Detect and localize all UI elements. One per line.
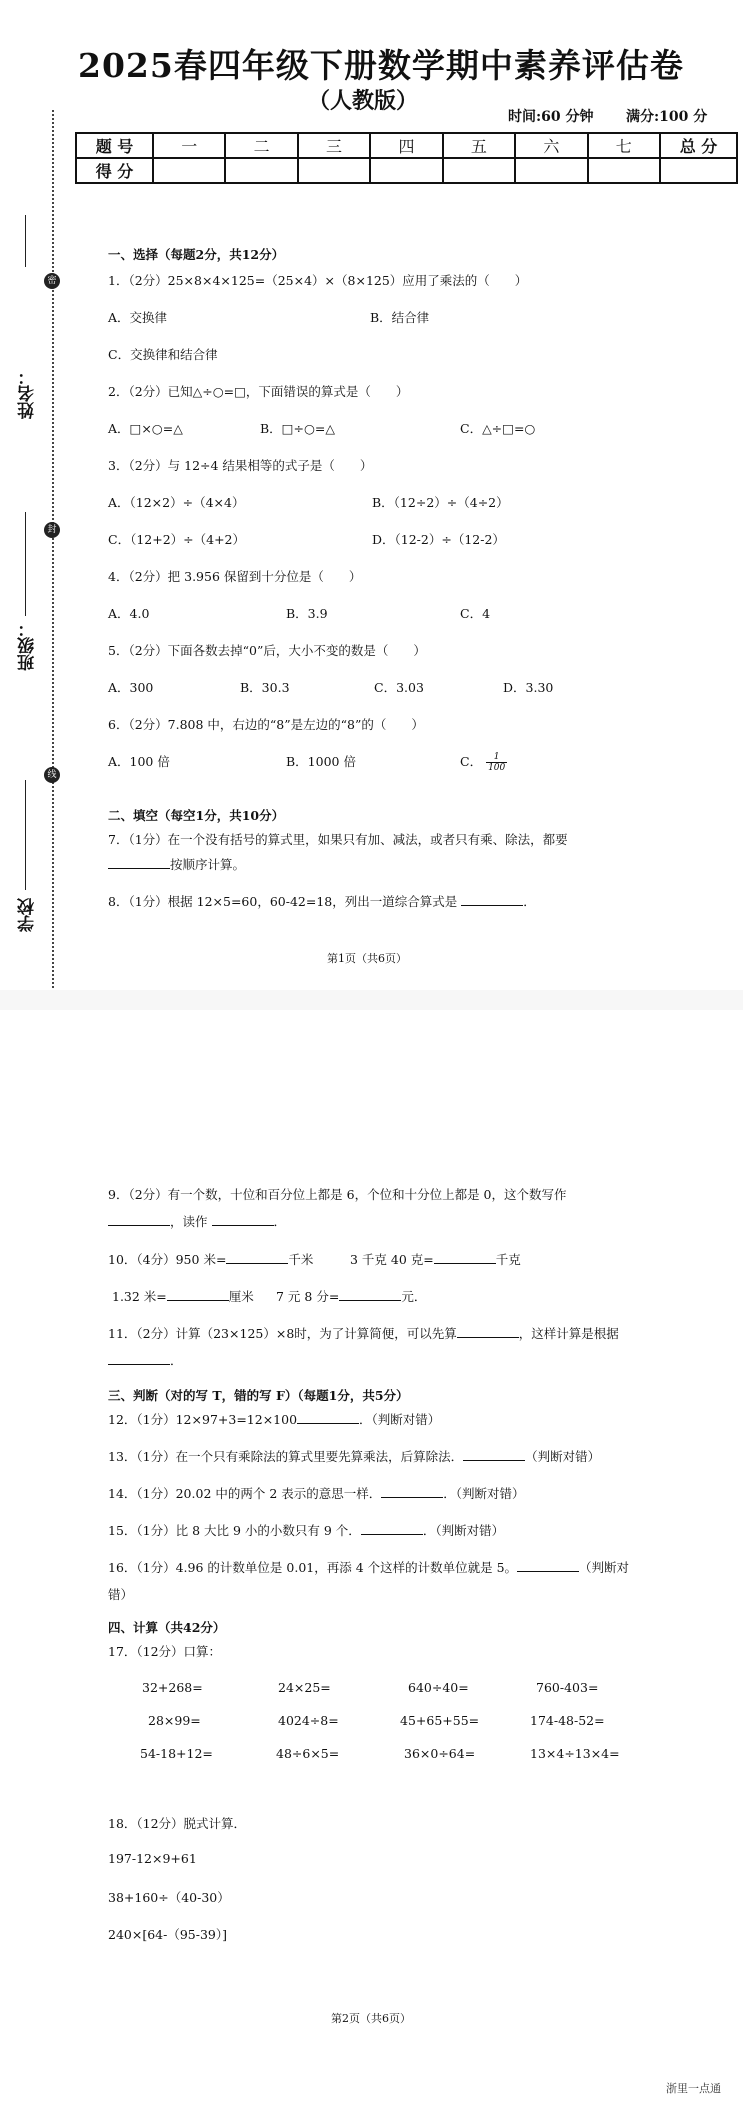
option-b[interactable]: B．结合律 xyxy=(370,310,430,325)
question-line xyxy=(108,1250,313,1268)
watermark-text: 浙里一点通 xyxy=(666,2082,721,2095)
question-line xyxy=(108,892,536,910)
section-heading: 二、填空（每空1分，共10分） xyxy=(108,808,285,823)
answer-blank[interactable] xyxy=(434,1251,496,1264)
question-text: 17．（12分）口算： xyxy=(108,1644,222,1659)
question-text: ． xyxy=(170,1353,183,1368)
section-heading: 三、判断（对的写 T，错的写 F）（每题1分，共5分） xyxy=(108,1388,409,1403)
question-text: 18．（12分）脱式计算． xyxy=(108,1816,247,1831)
question-text: 13．（1分）在一个只有乘除法的算式里要先算乘法，后算除法． xyxy=(108,1449,464,1464)
option-a[interactable]: A．100 倍 xyxy=(108,754,170,769)
calc-item[interactable]: 240×[64-（95-39）] xyxy=(108,1927,228,1942)
oral-item[interactable]: 640÷40= xyxy=(408,1680,469,1695)
option-b[interactable]: B．1000 倍 xyxy=(286,754,356,769)
option-d[interactable]: D．3.30 xyxy=(503,680,554,695)
answer-blank[interactable] xyxy=(297,1411,359,1424)
binding-dotted-line xyxy=(52,110,54,1000)
question-text: 14．（1分）20.02 中的两个 2 表示的意思一样． xyxy=(108,1486,382,1501)
option-a[interactable]: A．300 xyxy=(108,680,154,695)
question-line xyxy=(350,1250,521,1268)
score-table-header-row xyxy=(76,133,737,158)
exam-page-2 xyxy=(0,1010,743,2102)
question-text: ． xyxy=(523,894,536,909)
fraction xyxy=(486,752,507,773)
section-heading: 一、选择（每题2分，共12分） xyxy=(108,247,285,262)
table-cell: 七 xyxy=(588,133,660,158)
option-a[interactable]: A．4.0 xyxy=(108,606,150,621)
question-text: （判断对错） xyxy=(525,1449,601,1464)
question-text: ．（判断对错） xyxy=(443,1486,525,1501)
table-cell: 一 xyxy=(153,133,225,158)
answer-blank[interactable] xyxy=(212,1213,274,1226)
section-heading: 四、计算（共42分） xyxy=(108,1620,226,1635)
full-score: 满分:100 分 xyxy=(626,109,708,125)
answer-blank[interactable] xyxy=(381,1485,443,1498)
question-text: ，这样计算是根据 xyxy=(518,1326,619,1341)
table-cell: 五 xyxy=(443,133,515,158)
score-cell[interactable] xyxy=(153,158,225,183)
class-label: 班级： xyxy=(18,620,38,671)
option-b[interactable]: B．3.9 xyxy=(286,606,328,621)
question-line xyxy=(108,1447,600,1465)
question-text: ．（判断对错） xyxy=(359,1412,441,1427)
oral-item[interactable]: 36×0÷64= xyxy=(404,1746,476,1761)
seal-mark: 线 xyxy=(44,767,60,783)
option-b[interactable]: B．□÷○=△ xyxy=(260,421,335,436)
option-d[interactable]: D．（12-2）÷（12-2） xyxy=(372,532,505,547)
table-cell: 四 xyxy=(370,133,442,158)
question-line xyxy=(108,1410,440,1428)
answer-blank[interactable] xyxy=(463,1448,525,1461)
unit-text: 千克 xyxy=(495,1252,521,1267)
oral-item[interactable]: 760-403= xyxy=(536,1680,599,1695)
question-text: 15．（1分）比 8 大比 9 小的小数只有 9 个． xyxy=(108,1523,361,1538)
question-text: ．（判断对错） xyxy=(422,1523,505,1538)
oral-item[interactable]: 54-18+12= xyxy=(140,1746,213,1761)
answer-blank[interactable] xyxy=(108,1213,170,1226)
question-text: 11．（2分）计算（23×125）×8时，为了计算简便，可以先算 xyxy=(108,1326,457,1341)
option-b[interactable]: B．（12÷2）÷（4÷2） xyxy=(372,495,509,510)
answer-blank[interactable] xyxy=(461,893,523,906)
question-text: 3 千克 40 克= xyxy=(350,1252,434,1267)
score-cell[interactable] xyxy=(515,158,587,183)
oral-item[interactable]: 28×99= xyxy=(148,1713,201,1728)
name-underline xyxy=(25,215,26,267)
score-table xyxy=(75,132,738,184)
fraction-numerator: 1 xyxy=(486,752,507,763)
question-text: 按顺序计算。 xyxy=(170,857,246,872)
question-line xyxy=(108,1324,619,1342)
option-a[interactable]: A．交换律 xyxy=(108,310,168,325)
question-text: 4．（2分）把 3.956 保留到十分位是（ ） xyxy=(108,569,362,584)
question-line xyxy=(108,1484,525,1502)
question-text: ． xyxy=(273,1214,287,1229)
question-line xyxy=(108,1558,629,1576)
fraction-denominator: 100 xyxy=(488,763,506,773)
option-c[interactable]: C．4 xyxy=(460,606,491,621)
answer-blank[interactable] xyxy=(517,1559,579,1572)
table-cell: 总 分 xyxy=(660,133,737,158)
oral-item[interactable]: 4024÷8= xyxy=(278,1713,339,1728)
option-c[interactable] xyxy=(460,752,507,773)
score-cell[interactable] xyxy=(660,158,737,183)
calc-item[interactable]: 197-12×9+61 xyxy=(108,1851,197,1866)
question-text: 3．（2分）与 12÷4 结果相等的式子是（ ） xyxy=(108,458,373,473)
answer-blank[interactable] xyxy=(457,1325,519,1338)
question-text: 16．（1分）4.96 的计数单位是 0.01，再添 4 个这样的计数单位就是 5。 xyxy=(108,1560,518,1575)
class-underline xyxy=(25,512,26,616)
table-cell: 二 xyxy=(225,133,297,158)
question-line xyxy=(108,1212,286,1230)
question-line xyxy=(112,1287,254,1305)
question-line xyxy=(276,1287,426,1305)
score-table-score-row xyxy=(76,158,737,183)
option-a[interactable]: A．（12×2）÷（4×4） xyxy=(108,495,245,510)
oral-item[interactable]: 174-48-52= xyxy=(530,1713,605,1728)
answer-blank[interactable] xyxy=(108,856,170,869)
question-text: 8．（1分）根据 12×5=60，60-42=18，列出一道综合算式是 xyxy=(108,894,458,909)
unit-text: 元． xyxy=(401,1289,427,1304)
time-limit: 时间:60 分钟 xyxy=(508,109,594,125)
page-footer: 第1页（共6页） xyxy=(327,952,407,965)
question-text: 12．（1分）12×97+3=12×100 xyxy=(108,1412,298,1427)
exam-subtitle: （人教版） xyxy=(308,88,419,114)
answer-blank[interactable] xyxy=(361,1522,423,1535)
table-cell: 六 xyxy=(515,133,587,158)
option-c[interactable]: C．交换律和结合律 xyxy=(108,347,218,362)
question-text: 6．（2分）7.808 中，右边的“8”是左边的“8”的（ ） xyxy=(108,717,424,732)
name-label: 姓名： xyxy=(18,368,38,419)
question-text: 7 元 8 分= xyxy=(276,1289,340,1304)
question-text: 10．（4分）950 米= xyxy=(108,1252,227,1267)
question-text: 错） xyxy=(108,1587,134,1602)
answer-blank[interactable] xyxy=(108,1352,170,1365)
question-text: （判断对 xyxy=(579,1560,630,1575)
exam-title: 2025春四年级下册数学期中素养评估卷 xyxy=(78,46,684,85)
question-line xyxy=(108,1521,504,1539)
score-cell[interactable] xyxy=(370,158,442,183)
table-cell: 题 号 xyxy=(76,133,153,158)
unit-text: 千米 xyxy=(288,1252,314,1267)
oral-item[interactable]: 24×25= xyxy=(278,1680,331,1695)
score-cell[interactable] xyxy=(443,158,515,183)
oral-item[interactable]: 32+268= xyxy=(142,1680,203,1695)
answer-blank[interactable] xyxy=(226,1251,288,1264)
oral-item[interactable]: 48÷6×5= xyxy=(276,1746,340,1761)
option-c[interactable]: C．3.03 xyxy=(374,680,424,695)
table-cell: 三 xyxy=(298,133,370,158)
score-cell[interactable] xyxy=(225,158,297,183)
question-text: ，读作 xyxy=(170,1214,208,1229)
question-text: 2．（2分）已知△÷○=□，下面错误的算式是（ ） xyxy=(108,384,409,399)
option-c[interactable]: C．（12+2）÷（4+2） xyxy=(108,532,245,547)
option-a[interactable]: A．□×○=△ xyxy=(108,421,183,436)
option-c-prefix: C． xyxy=(460,754,483,769)
exam-page-1 xyxy=(0,0,743,990)
page-footer: 第2页（共6页） xyxy=(331,2012,411,2025)
oral-item[interactable]: 13×4÷13×4= xyxy=(530,1746,620,1761)
answer-blank[interactable] xyxy=(167,1288,229,1301)
unit-text: 厘米 xyxy=(228,1289,254,1304)
school-label: 学校 xyxy=(18,898,38,932)
question-text: 5．（2分）下面各数去掉“0”后，大小不变的数是（ ） xyxy=(108,643,426,658)
school-underline xyxy=(25,780,26,890)
question-text: 1．（2分）25×8×4×125=（25×4）×（8×125）应用了乘法的（ ） xyxy=(108,273,528,288)
seal-mark: 密 xyxy=(44,273,60,289)
question-line xyxy=(108,855,245,873)
oral-item[interactable]: 45+65+55= xyxy=(400,1713,480,1728)
table-cell: 得 分 xyxy=(76,158,153,183)
question-text: 7．（1分）在一个没有括号的算式里，如果只有加、减法，或者只有乘、除法，都要 xyxy=(108,832,568,847)
answer-blank[interactable] xyxy=(339,1288,401,1301)
score-cell[interactable] xyxy=(588,158,660,183)
question-text: 1.32 米= xyxy=(112,1289,167,1304)
seal-mark: 封 xyxy=(44,522,60,538)
question-text: 9．（2分）有一个数，十位和百分位上都是 6，个位和十分位上都是 0，这个数写作 xyxy=(108,1187,567,1202)
score-cell[interactable] xyxy=(298,158,370,183)
question-line xyxy=(108,1351,183,1369)
page-gap xyxy=(0,990,743,1010)
calc-item[interactable]: 38+160÷（40-30） xyxy=(108,1890,230,1905)
option-b[interactable]: B．30.3 xyxy=(240,680,290,695)
option-c[interactable]: C．△÷□=○ xyxy=(460,421,536,436)
